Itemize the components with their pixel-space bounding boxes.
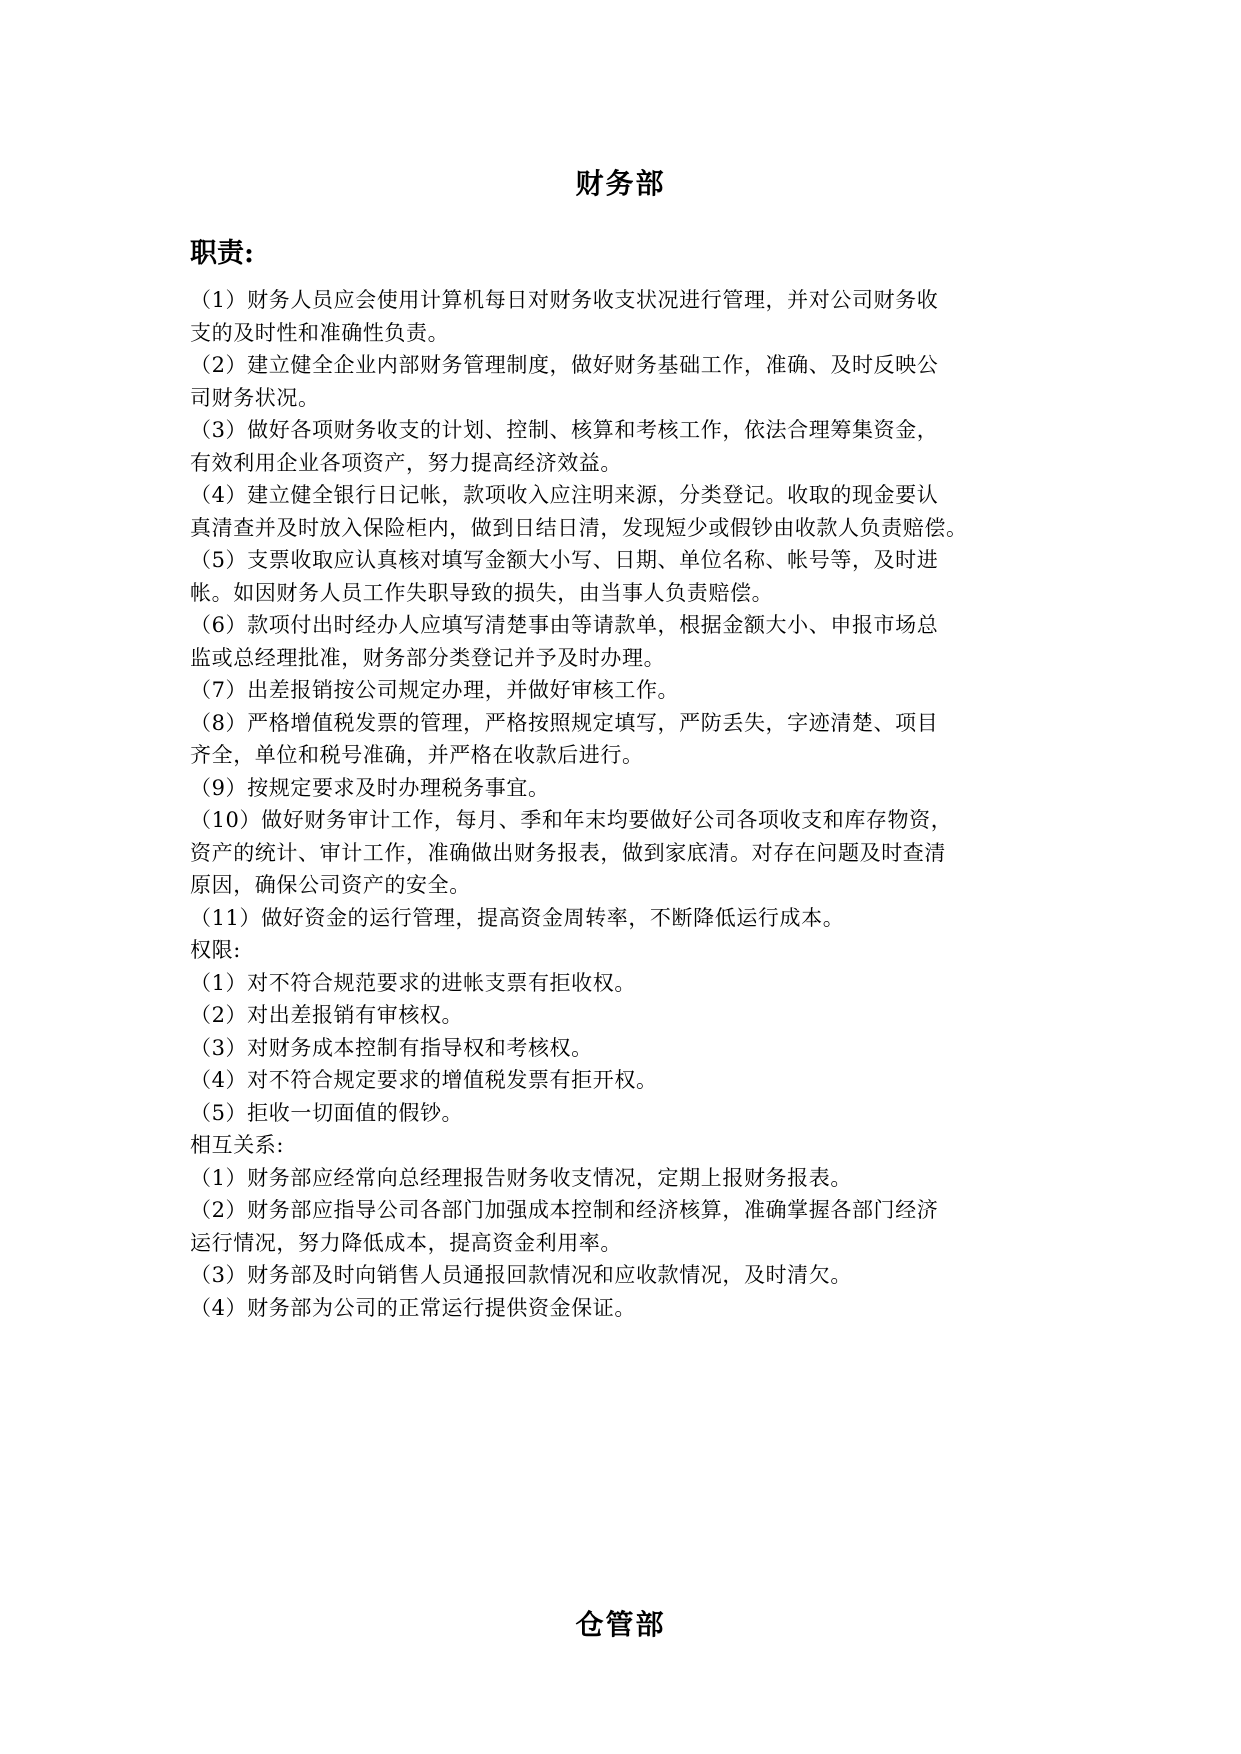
- text-line: （1）对不符合规范要求的进帐支票有拒收权。: [190, 970, 636, 995]
- text-line: （3）做好各项财务收支的计划、控制、核算和考核工作，依法合理筹集资金，: [190, 418, 939, 442]
- text-line: （4）建立健全银行日记帐，款项收入应注明来源，分类登记。收取的现金要认: [190, 483, 939, 507]
- text-line: （6）款项付出时经办人应填写清楚事由等请款单，根据金额大小、申报市场总: [190, 613, 939, 637]
- text-line: （7）出差报销按公司规定办理，并做好审核工作。: [190, 678, 680, 702]
- text-line: （4）财务部为公司的正常运行提供资金保证。: [190, 1295, 636, 1320]
- text-line: 资产的统计、审计工作，准确做出财务报表，做到家底清。对存在问题及时查清: [190, 840, 946, 865]
- text-line: （2）对出差报销有审核权。: [190, 1003, 464, 1027]
- text-line: 运行情况，努力降低成本，提高资金利用率。: [190, 1230, 622, 1255]
- text-line: 有效利用企业各项资产，努力提高经济效益。: [190, 450, 622, 475]
- section-label-authority: 权限:: [190, 938, 241, 962]
- text-line: （2）财务部应指导公司各部门加强成本控制和经济核算，准确掌握各部门经济: [190, 1198, 939, 1222]
- document-body: [190, 284, 1060, 1324]
- text-line: （9）按规定要求及时办理税务事宜。: [190, 775, 550, 800]
- text-line: （1）财务部应经常向总经理报告财务收支情况，定期上报财务报表。: [190, 1165, 852, 1190]
- text-line: 真清查并及时放入保险柜内，做到日结日清，发现短少或假钞由收款人负责赔偿。: [190, 515, 968, 540]
- text-line: （4）对不符合规定要求的增值税发票有拒开权。: [190, 1068, 658, 1092]
- text-line: （2）建立健全企业内部财务管理制度，做好财务基础工作，准确、及时反映公: [190, 353, 939, 377]
- text-line: （8）严格增值税发票的管理，严格按照规定填写，严防丢失，字迹清楚、项目: [190, 710, 939, 735]
- next-section-title: 仓管部: [575, 1608, 666, 1641]
- text-line: （3）财务部及时向销售人员通报回款情况和应收款情况，及时清欠。: [190, 1263, 852, 1287]
- text-line: （5）拒收一切面值的假钞。: [190, 1100, 464, 1125]
- text-line: 原因，确保公司资产的安全。: [190, 873, 471, 897]
- section-heading-duties: 职责:: [190, 238, 254, 269]
- text-line: 支的及时性和准确性负责。: [190, 320, 450, 345]
- text-line: （5）支票收取应认真核对填写金额大小写、日期、单位名称、帐号等，及时进: [190, 548, 939, 572]
- page-title: 财务部: [575, 167, 666, 200]
- text-line: （10）做好财务审计工作，每月、季和年末均要做好公司各项收支和库存物资，: [190, 808, 953, 832]
- section-label-relations: 相互关系:: [190, 1133, 285, 1157]
- text-line: 司财务状况。: [190, 385, 320, 410]
- text-line: （11）做好资金的运行管理，提高资金周转率，不断降低运行成本。: [190, 905, 845, 930]
- text-line: 监或总经理批准，财务部分类登记并予及时办理。: [190, 645, 666, 670]
- text-line: 帐。如因财务人员工作失职导致的损失，由当事人负责赔偿。: [190, 580, 774, 605]
- text-line: （3）对财务成本控制有指导权和考核权。: [190, 1035, 593, 1060]
- text-line: 齐全，单位和税号准确，并严格在收款后进行。: [190, 743, 644, 767]
- text-line: （1）财务人员应会使用计算机每日对财务收支状况进行管理，并对公司财务收: [190, 288, 939, 312]
